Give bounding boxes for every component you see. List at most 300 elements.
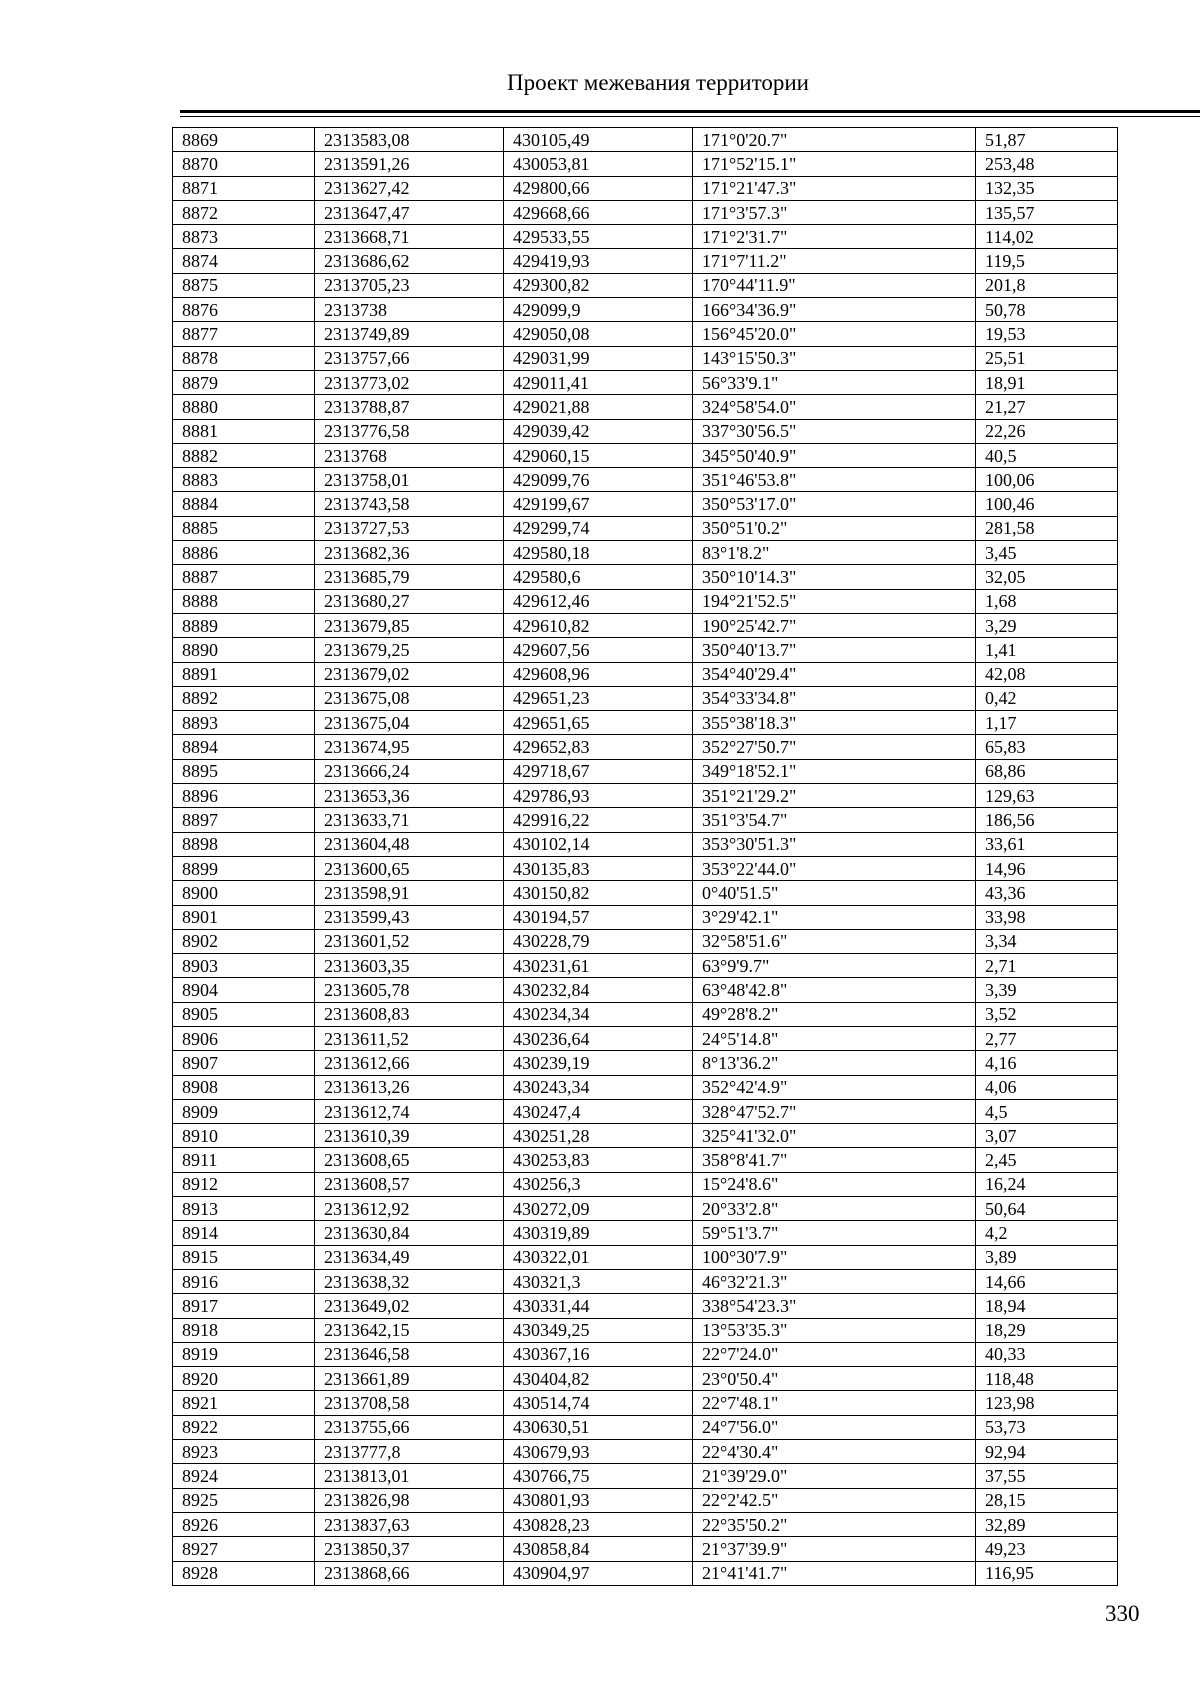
point-number-cell: 8923: [173, 1440, 315, 1464]
point-number-cell: 8924: [173, 1464, 315, 1488]
point-number-cell: 8881: [173, 419, 315, 443]
table-row: [173, 638, 1118, 662]
distance-cell: 37,55: [976, 1464, 1118, 1488]
point-number-cell: 8889: [173, 613, 315, 637]
distance-cell: 135,57: [976, 200, 1118, 224]
x-coordinate-cell: 2313674,95: [315, 735, 504, 759]
table-row: [173, 881, 1118, 905]
direction-angle-cell: 338°54'23.3": [693, 1294, 976, 1318]
table-row: [173, 468, 1118, 492]
direction-angle-cell: 22°4'30.4": [693, 1440, 976, 1464]
x-coordinate-cell: 2313608,65: [315, 1148, 504, 1172]
point-number-cell: 8885: [173, 516, 315, 540]
point-number-cell: 8902: [173, 929, 315, 953]
table-row: [173, 322, 1118, 346]
table-row: [173, 370, 1118, 394]
y-coordinate-cell: 430253,83: [504, 1148, 693, 1172]
x-coordinate-cell: 2313675,04: [315, 711, 504, 735]
x-coordinate-cell: 2313682,36: [315, 541, 504, 565]
direction-angle-cell: 21°37'39.9": [693, 1537, 976, 1561]
x-coordinate-cell: 2313679,85: [315, 613, 504, 637]
x-coordinate-cell: 2313708,58: [315, 1391, 504, 1415]
table-row: [173, 1367, 1118, 1391]
point-number-cell: 8906: [173, 1026, 315, 1050]
point-number-cell: 8870: [173, 152, 315, 176]
page-header-title: Проект межевания территории: [507, 70, 809, 95]
x-coordinate-cell: 2313755,66: [315, 1415, 504, 1439]
x-coordinate-cell: 2313705,23: [315, 273, 504, 297]
x-coordinate-cell: 2313647,47: [315, 200, 504, 224]
x-coordinate-cell: 2313601,52: [315, 929, 504, 953]
x-coordinate-cell: 2313591,26: [315, 152, 504, 176]
point-number-cell: 8919: [173, 1342, 315, 1366]
direction-angle-cell: 63°48'42.8": [693, 978, 976, 1002]
distance-cell: 33,98: [976, 905, 1118, 929]
table-row: [173, 589, 1118, 613]
x-coordinate-cell: 2313646,58: [315, 1342, 504, 1366]
y-coordinate-cell: 429299,74: [504, 516, 693, 540]
point-number-cell: 8922: [173, 1415, 315, 1439]
direction-angle-cell: 194°21'52.5": [693, 589, 976, 613]
y-coordinate-cell: 430331,44: [504, 1294, 693, 1318]
point-number-cell: 8920: [173, 1367, 315, 1391]
point-number-cell: 8895: [173, 759, 315, 783]
distance-cell: 25,51: [976, 346, 1118, 370]
direction-angle-cell: 56°33'9.1": [693, 370, 976, 394]
direction-angle-cell: 190°25'42.7": [693, 613, 976, 637]
point-number-cell: 8900: [173, 881, 315, 905]
y-coordinate-cell: 429419,93: [504, 249, 693, 273]
x-coordinate-cell: 2313608,57: [315, 1172, 504, 1196]
table-row: [173, 1294, 1118, 1318]
point-number-cell: 8926: [173, 1512, 315, 1536]
x-coordinate-cell: 2313738: [315, 298, 504, 322]
distance-cell: 201,8: [976, 273, 1118, 297]
distance-cell: 53,73: [976, 1415, 1118, 1439]
point-number-cell: 8904: [173, 978, 315, 1002]
table-row: [173, 1537, 1118, 1561]
direction-angle-cell: 46°32'21.3": [693, 1269, 976, 1293]
direction-angle-cell: 350°53'17.0": [693, 492, 976, 516]
table-row: [173, 735, 1118, 759]
distance-cell: 3,34: [976, 929, 1118, 953]
direction-angle-cell: 166°34'36.9": [693, 298, 976, 322]
x-coordinate-cell: 2313610,39: [315, 1124, 504, 1148]
table-row: [173, 1269, 1118, 1293]
point-number-cell: 8882: [173, 443, 315, 467]
y-coordinate-cell: 430232,84: [504, 978, 693, 1002]
direction-angle-cell: 350°51'0.2": [693, 516, 976, 540]
y-coordinate-cell: 429651,65: [504, 711, 693, 735]
direction-angle-cell: 22°2'42.5": [693, 1488, 976, 1512]
point-number-cell: 8872: [173, 200, 315, 224]
y-coordinate-cell: 430236,64: [504, 1026, 693, 1050]
point-number-cell: 8925: [173, 1488, 315, 1512]
distance-cell: 2,45: [976, 1148, 1118, 1172]
distance-cell: 3,89: [976, 1245, 1118, 1269]
table-row: [173, 1197, 1118, 1221]
y-coordinate-cell: 429718,67: [504, 759, 693, 783]
x-coordinate-cell: 2313605,78: [315, 978, 504, 1002]
distance-cell: 4,5: [976, 1099, 1118, 1123]
x-coordinate-cell: 2313598,91: [315, 881, 504, 905]
point-number-cell: 8918: [173, 1318, 315, 1342]
table-row: [173, 273, 1118, 297]
direction-angle-cell: 3°29'42.1": [693, 905, 976, 929]
distance-cell: 92,94: [976, 1440, 1118, 1464]
table-row: [173, 1391, 1118, 1415]
direction-angle-cell: 13°53'35.3": [693, 1318, 976, 1342]
y-coordinate-cell: 430321,3: [504, 1269, 693, 1293]
direction-angle-cell: 350°40'13.7": [693, 638, 976, 662]
direction-angle-cell: 171°52'15.1": [693, 152, 976, 176]
x-coordinate-cell: 2313627,42: [315, 176, 504, 200]
point-number-cell: 8921: [173, 1391, 315, 1415]
table-row: [173, 1221, 1118, 1245]
point-number-cell: 8891: [173, 662, 315, 686]
y-coordinate-cell: 430194,57: [504, 905, 693, 929]
distance-cell: 119,5: [976, 249, 1118, 273]
header-rule-thick: [180, 110, 1200, 113]
point-number-cell: 8893: [173, 711, 315, 735]
point-number-cell: 8890: [173, 638, 315, 662]
y-coordinate-cell: 429533,55: [504, 225, 693, 249]
y-coordinate-cell: 430349,25: [504, 1318, 693, 1342]
direction-angle-cell: 349°18'52.1": [693, 759, 976, 783]
direction-angle-cell: 353°30'51.3": [693, 832, 976, 856]
direction-angle-cell: 352°42'4.9": [693, 1075, 976, 1099]
distance-cell: 21,27: [976, 395, 1118, 419]
y-coordinate-cell: 429021,88: [504, 395, 693, 419]
y-coordinate-cell: 430828,23: [504, 1512, 693, 1536]
point-number-cell: 8927: [173, 1537, 315, 1561]
y-coordinate-cell: 430858,84: [504, 1537, 693, 1561]
x-coordinate-cell: 2313686,62: [315, 249, 504, 273]
distance-cell: 4,16: [976, 1051, 1118, 1075]
x-coordinate-cell: 2313638,32: [315, 1269, 504, 1293]
point-number-cell: 8887: [173, 565, 315, 589]
point-number-cell: 8888: [173, 589, 315, 613]
table-row: [173, 808, 1118, 832]
distance-cell: 3,07: [976, 1124, 1118, 1148]
direction-angle-cell: 350°10'14.3": [693, 565, 976, 589]
point-number-cell: 8880: [173, 395, 315, 419]
direction-angle-cell: 20°33'2.8": [693, 1197, 976, 1221]
x-coordinate-cell: 2313661,89: [315, 1367, 504, 1391]
y-coordinate-cell: 429607,56: [504, 638, 693, 662]
table-row: [173, 200, 1118, 224]
direction-angle-cell: 156°45'20.0": [693, 322, 976, 346]
x-coordinate-cell: 2313649,02: [315, 1294, 504, 1318]
point-number-cell: 8892: [173, 686, 315, 710]
distance-cell: 42,08: [976, 662, 1118, 686]
table-row: [173, 1318, 1118, 1342]
table-row: [173, 1464, 1118, 1488]
distance-cell: 123,98: [976, 1391, 1118, 1415]
x-coordinate-cell: 2313758,01: [315, 468, 504, 492]
distance-cell: 281,58: [976, 516, 1118, 540]
x-coordinate-cell: 2313768: [315, 443, 504, 467]
y-coordinate-cell: 430319,89: [504, 1221, 693, 1245]
point-number-cell: 8915: [173, 1245, 315, 1269]
direction-angle-cell: 83°1'8.2": [693, 541, 976, 565]
direction-angle-cell: 8°13'36.2": [693, 1051, 976, 1075]
distance-cell: 19,53: [976, 322, 1118, 346]
point-number-cell: 8914: [173, 1221, 315, 1245]
y-coordinate-cell: 429651,23: [504, 686, 693, 710]
x-coordinate-cell: 2313604,48: [315, 832, 504, 856]
direction-angle-cell: 171°0'20.7": [693, 128, 976, 152]
direction-angle-cell: 351°46'53.8": [693, 468, 976, 492]
y-coordinate-cell: 429668,66: [504, 200, 693, 224]
point-number-cell: 8878: [173, 346, 315, 370]
distance-cell: 114,02: [976, 225, 1118, 249]
header-rule-thin: [180, 116, 1200, 117]
point-number-cell: 8871: [173, 176, 315, 200]
x-coordinate-cell: 2313583,08: [315, 128, 504, 152]
table-row: [173, 759, 1118, 783]
y-coordinate-cell: 430135,83: [504, 856, 693, 880]
direction-angle-cell: 49°28'8.2": [693, 1002, 976, 1026]
direction-angle-cell: 63°9'9.7": [693, 954, 976, 978]
distance-cell: 1,17: [976, 711, 1118, 735]
table-row: [173, 1415, 1118, 1439]
direction-angle-cell: 337°30'56.5": [693, 419, 976, 443]
distance-cell: 2,71: [976, 954, 1118, 978]
y-coordinate-cell: 430256,3: [504, 1172, 693, 1196]
point-number-cell: 8901: [173, 905, 315, 929]
direction-angle-cell: 325°41'32.0": [693, 1124, 976, 1148]
y-coordinate-cell: 429300,82: [504, 273, 693, 297]
table-row: [173, 346, 1118, 370]
direction-angle-cell: 352°27'50.7": [693, 735, 976, 759]
y-coordinate-cell: 430801,93: [504, 1488, 693, 1512]
point-number-cell: 8908: [173, 1075, 315, 1099]
x-coordinate-cell: 2313675,08: [315, 686, 504, 710]
point-number-cell: 8916: [173, 1269, 315, 1293]
y-coordinate-cell: 430150,82: [504, 881, 693, 905]
direction-angle-cell: 345°50'40.9": [693, 443, 976, 467]
point-number-cell: 8898: [173, 832, 315, 856]
distance-cell: 50,78: [976, 298, 1118, 322]
y-coordinate-cell: 429652,83: [504, 735, 693, 759]
table-row: [173, 152, 1118, 176]
y-coordinate-cell: 430367,16: [504, 1342, 693, 1366]
table-row: [173, 516, 1118, 540]
point-number-cell: 8869: [173, 128, 315, 152]
direction-angle-cell: 351°3'54.7": [693, 808, 976, 832]
table-row: [173, 565, 1118, 589]
x-coordinate-cell: 2313634,49: [315, 1245, 504, 1269]
distance-cell: 32,89: [976, 1512, 1118, 1536]
direction-angle-cell: 0°40'51.5": [693, 881, 976, 905]
distance-cell: 28,15: [976, 1488, 1118, 1512]
point-number-cell: 8907: [173, 1051, 315, 1075]
y-coordinate-cell: 430272,09: [504, 1197, 693, 1221]
x-coordinate-cell: 2313612,92: [315, 1197, 504, 1221]
table-row: [173, 1099, 1118, 1123]
distance-cell: 1,68: [976, 589, 1118, 613]
x-coordinate-cell: 2313599,43: [315, 905, 504, 929]
distance-cell: 51,87: [976, 128, 1118, 152]
direction-angle-cell: 354°40'29.4": [693, 662, 976, 686]
table-row: [173, 1245, 1118, 1269]
table-row: [173, 128, 1118, 152]
x-coordinate-cell: 2313611,52: [315, 1026, 504, 1050]
direction-angle-cell: 171°21'47.3": [693, 176, 976, 200]
table-row: [173, 832, 1118, 856]
x-coordinate-cell: 2313776,58: [315, 419, 504, 443]
x-coordinate-cell: 2313743,58: [315, 492, 504, 516]
direction-angle-cell: 22°35'50.2": [693, 1512, 976, 1536]
point-number-cell: 8886: [173, 541, 315, 565]
direction-angle-cell: 21°41'41.7": [693, 1561, 976, 1585]
x-coordinate-cell: 2313668,71: [315, 225, 504, 249]
y-coordinate-cell: 429916,22: [504, 808, 693, 832]
y-coordinate-cell: 430102,14: [504, 832, 693, 856]
x-coordinate-cell: 2313680,27: [315, 589, 504, 613]
distance-cell: 18,29: [976, 1318, 1118, 1342]
point-number-cell: 8896: [173, 784, 315, 808]
x-coordinate-cell: 2313612,66: [315, 1051, 504, 1075]
x-coordinate-cell: 2313749,89: [315, 322, 504, 346]
direction-angle-cell: 22°7'48.1": [693, 1391, 976, 1415]
y-coordinate-cell: 430679,93: [504, 1440, 693, 1464]
y-coordinate-cell: 430630,51: [504, 1415, 693, 1439]
table-row: [173, 1440, 1118, 1464]
distance-cell: 1,41: [976, 638, 1118, 662]
point-number-cell: 8877: [173, 322, 315, 346]
y-coordinate-cell: 430247,4: [504, 1099, 693, 1123]
point-number-cell: 8883: [173, 468, 315, 492]
table-row: [173, 1002, 1118, 1026]
point-number-cell: 8875: [173, 273, 315, 297]
point-number-cell: 8928: [173, 1561, 315, 1585]
y-coordinate-cell: 429099,76: [504, 468, 693, 492]
y-coordinate-cell: 429800,66: [504, 176, 693, 200]
x-coordinate-cell: 2313813,01: [315, 1464, 504, 1488]
point-number-cell: 8910: [173, 1124, 315, 1148]
x-coordinate-cell: 2313600,65: [315, 856, 504, 880]
table-row: [173, 1075, 1118, 1099]
distance-cell: 253,48: [976, 152, 1118, 176]
distance-cell: 3,29: [976, 613, 1118, 637]
direction-angle-cell: 24°7'56.0": [693, 1415, 976, 1439]
table-row: [173, 443, 1118, 467]
distance-cell: 3,39: [976, 978, 1118, 1002]
y-coordinate-cell: 430239,19: [504, 1051, 693, 1075]
y-coordinate-cell: 429199,67: [504, 492, 693, 516]
y-coordinate-cell: 430904,97: [504, 1561, 693, 1585]
y-coordinate-cell: 430766,75: [504, 1464, 693, 1488]
distance-cell: 22,26: [976, 419, 1118, 443]
x-coordinate-cell: 2313608,83: [315, 1002, 504, 1026]
y-coordinate-cell: 429580,18: [504, 541, 693, 565]
distance-cell: 65,83: [976, 735, 1118, 759]
y-coordinate-cell: 430234,34: [504, 1002, 693, 1026]
direction-angle-cell: 358°8'41.7": [693, 1148, 976, 1172]
distance-cell: 0,42: [976, 686, 1118, 710]
table-row: [173, 176, 1118, 200]
direction-angle-cell: 351°21'29.2": [693, 784, 976, 808]
x-coordinate-cell: 2313679,02: [315, 662, 504, 686]
point-number-cell: 8873: [173, 225, 315, 249]
table-row: [173, 613, 1118, 637]
direction-angle-cell: 171°7'11.2": [693, 249, 976, 273]
direction-angle-cell: 21°39'29.0": [693, 1464, 976, 1488]
x-coordinate-cell: 2313603,35: [315, 954, 504, 978]
distance-cell: 4,06: [976, 1075, 1118, 1099]
table-row: [173, 298, 1118, 322]
table-row: [173, 1512, 1118, 1536]
point-number-cell: 8911: [173, 1148, 315, 1172]
x-coordinate-cell: 2313788,87: [315, 395, 504, 419]
y-coordinate-cell: 429610,82: [504, 613, 693, 637]
x-coordinate-cell: 2313826,98: [315, 1488, 504, 1512]
distance-cell: 132,35: [976, 176, 1118, 200]
direction-angle-cell: 32°58'51.6": [693, 929, 976, 953]
x-coordinate-cell: 2313642,15: [315, 1318, 504, 1342]
direction-angle-cell: 143°15'50.3": [693, 346, 976, 370]
direction-angle-cell: 24°5'14.8": [693, 1026, 976, 1050]
y-coordinate-cell: 430404,82: [504, 1367, 693, 1391]
direction-angle-cell: 59°51'3.7": [693, 1221, 976, 1245]
table-row: [173, 249, 1118, 273]
point-number-cell: 8879: [173, 370, 315, 394]
direction-angle-cell: 353°22'44.0": [693, 856, 976, 880]
point-number-cell: 8913: [173, 1197, 315, 1221]
distance-cell: 14,96: [976, 856, 1118, 880]
point-number-cell: 8876: [173, 298, 315, 322]
table-row: [173, 662, 1118, 686]
point-number-cell: 8903: [173, 954, 315, 978]
x-coordinate-cell: 2313777,8: [315, 1440, 504, 1464]
point-number-cell: 8884: [173, 492, 315, 516]
direction-angle-cell: 328°47'52.7": [693, 1099, 976, 1123]
y-coordinate-cell: 430231,61: [504, 954, 693, 978]
distance-cell: 129,63: [976, 784, 1118, 808]
table-row: [173, 686, 1118, 710]
point-number-cell: 8874: [173, 249, 315, 273]
table-row: [173, 711, 1118, 735]
table-row: [173, 954, 1118, 978]
x-coordinate-cell: 2313612,74: [315, 1099, 504, 1123]
direction-angle-cell: 15°24'8.6": [693, 1172, 976, 1196]
distance-cell: 100,06: [976, 468, 1118, 492]
distance-cell: 100,46: [976, 492, 1118, 516]
x-coordinate-cell: 2313666,24: [315, 759, 504, 783]
table-row: [173, 1026, 1118, 1050]
x-coordinate-cell: 2313653,36: [315, 784, 504, 808]
table-row: [173, 856, 1118, 880]
table-row: [173, 1124, 1118, 1148]
y-coordinate-cell: 430322,01: [504, 1245, 693, 1269]
table-row: [173, 395, 1118, 419]
distance-cell: 43,36: [976, 881, 1118, 905]
point-number-cell: 8909: [173, 1099, 315, 1123]
y-coordinate-cell: 429580,6: [504, 565, 693, 589]
y-coordinate-cell: 430251,28: [504, 1124, 693, 1148]
table-row: [173, 905, 1118, 929]
y-coordinate-cell: 429031,99: [504, 346, 693, 370]
x-coordinate-cell: 2313679,25: [315, 638, 504, 662]
direction-angle-cell: 355°38'18.3": [693, 711, 976, 735]
table-row: [173, 225, 1118, 249]
distance-cell: 50,64: [976, 1197, 1118, 1221]
distance-cell: 68,86: [976, 759, 1118, 783]
distance-cell: 40,5: [976, 443, 1118, 467]
direction-angle-cell: 324°58'54.0": [693, 395, 976, 419]
